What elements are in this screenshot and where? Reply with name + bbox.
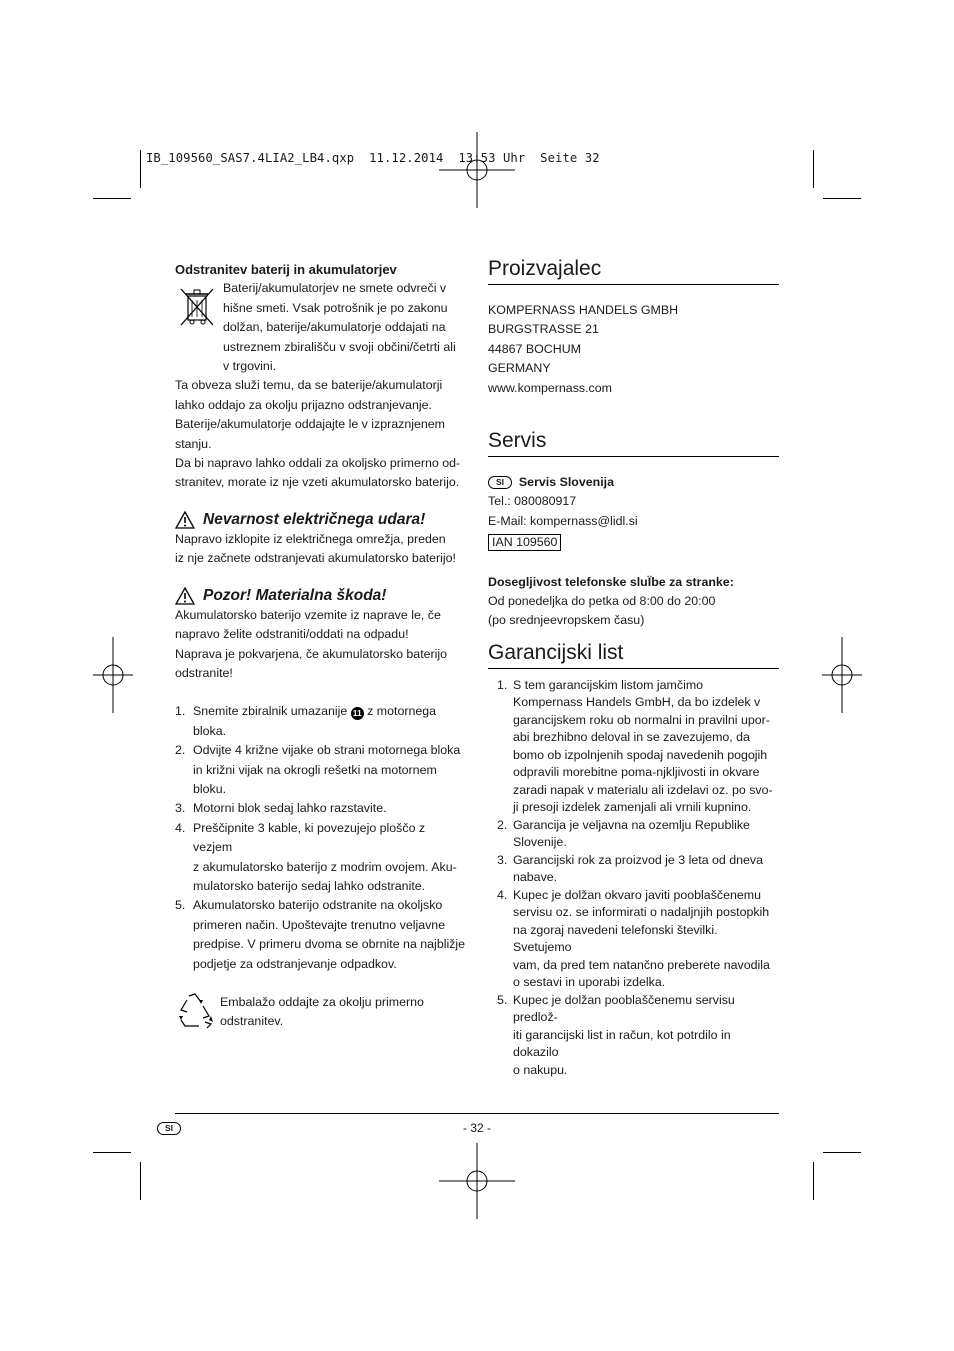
list-item: 2. Odvijte 4 križne vijake ob strani motornega bloka in križni vijak na okrogli rešetki na motornem bloku. xyxy=(175,743,461,796)
battery-body-line: stanju. xyxy=(175,436,212,451)
list-item: 4. Preščipnite 3 kable, ki povezujejo ploščo z vezjem z akumulatorsko baterijo z modrim ovojem. Aku- mulatorsko baterijo sedaj lahko odstranite. xyxy=(175,820,457,893)
service-email[interactable]: E-Mail: kompernass@lidl.si xyxy=(488,513,638,528)
warranty-terms xyxy=(488,677,779,1080)
warning-electric-shock xyxy=(175,510,467,530)
footer-country-badge: SI xyxy=(157,1122,181,1135)
warning-body-line: Akumulatorsko baterijo vzemite iz naprave le, če xyxy=(175,607,441,622)
battery-body-line: Da bi napravo lahko oddali za okoljsko primerno od- xyxy=(175,456,461,471)
hours-line: (po srednjeevropskem času) xyxy=(488,613,645,628)
country-badge: SI xyxy=(488,476,512,489)
crossed-bin-icon xyxy=(179,287,215,327)
address-line: GERMANY xyxy=(488,361,551,376)
warranty-heading: Garancijski list xyxy=(488,640,779,669)
hours-title: Dosegljivost telefonske sluÏbe za stranke: xyxy=(488,574,734,589)
battery-intro-block xyxy=(175,279,467,376)
warning-triangle-icon xyxy=(175,587,195,605)
warning-title: Nevarnost električnega udara! xyxy=(203,510,426,528)
packaging-line: odstranitev. xyxy=(220,1014,284,1029)
list-item: 5. Kupec je dolžan pooblaščenemu servisu predlož- iti garancijski list in račun, kot potrdilo in dokazilo o nakupu. xyxy=(497,992,735,1077)
battery-body-line: lahko oddajo za okolju prijazno odstranjevanje. xyxy=(175,397,432,412)
warning-body-line: Naprava je pokvarjena, če akumulatorsko baterijo xyxy=(175,646,448,661)
list-item: 1. Snemite zbiralnik umazanije 11 z motornega bloka. xyxy=(175,704,437,738)
battery-intro-line: v trgovini. xyxy=(223,359,277,374)
list-item: 4. Kupec je dolžan okvaro javiti pooblaščenemu servisu oz. se informirati o nadaljnjih postopkih na zgoraj navedeni telefonski številki. Svetujemo vam, da pred tem natančno preberete navodila o sestavi in uporabi izdelka. xyxy=(497,887,770,990)
hours-line: Od ponedeljka do petka od 8:00 do 20:00 xyxy=(488,594,716,609)
list-item: 5. Akumulatorsko baterijo odstranite na okoljsko primeren način. Upoštevajte trenutno veljavne predpise. V primeru dvoma se obrnite na najbližje podjetje za odstranjevanje odpadkov. xyxy=(175,898,466,971)
battery-intro-line: hišne smeti. Vsak potrošnik je po zakonu xyxy=(223,300,448,315)
warning-body-line: odstranite! xyxy=(175,665,233,680)
recycle-icon xyxy=(175,992,215,1030)
registration-mark-bottom xyxy=(439,1143,515,1219)
registration-mark-right xyxy=(822,637,862,713)
footer-rule xyxy=(175,1113,779,1114)
warning-body-line: Napravo izklopite iz električnega omrežja, preden xyxy=(175,531,446,546)
print-slug: IB_109560_SAS7.4LIA2_LB4.qxp 11.12.2014 13:53 Uhr Seite 32 xyxy=(146,151,600,165)
manufacturer-address xyxy=(488,301,779,398)
battery-intro-line: Baterij/akumulatorjev ne smete odvreči v xyxy=(223,281,447,296)
list-item: 2. Garancija je veljavna na ozemlju Republike Slovenije. xyxy=(497,817,750,850)
list-item: 1. S tem garancijskim listom jamčimo Kompernass Handels GmbH, da bo izdelek v garancijskem roku ob normalni in pravilni upor- abi brezhibno deloval in se zavezujemo, da bomo ob izpolnjenih spodaj navedenih pogojih odpravili morebitne poma-njkljivosti in okvare zaradi napak v materialu ali izdelavi oz. po svo- ji presoji izdelek zamenjali ali vrnili kupnino. xyxy=(497,677,773,815)
part-reference-badge: 11 xyxy=(352,708,362,719)
packaging-note xyxy=(175,993,467,1032)
battery-body-line: Ta obveza služi temu, da se baterije/akumulatorji xyxy=(175,378,443,393)
registration-mark-left xyxy=(93,637,133,713)
battery-body-line: stranitev, morate iz nje vzeti akumulatorsko baterijo. xyxy=(175,475,460,490)
registration-mark-top xyxy=(439,132,515,208)
list-item: 3. Motorni blok sedaj lahko razstavite. xyxy=(175,801,387,816)
warning-body-line: iz nje začnete odstranjevati akumulatorsko baterijo! xyxy=(175,551,457,566)
removal-steps xyxy=(175,702,467,974)
warning-triangle-icon xyxy=(175,511,195,529)
ian-number: IAN 109560 xyxy=(488,534,561,551)
battery-intro-line: dolžan, baterije/akumulatorje oddajati na xyxy=(223,320,446,335)
service-name: Servis Slovenija xyxy=(518,475,614,490)
battery-title: Odstranitev baterij in akumulatorjev xyxy=(175,262,397,277)
packaging-line: Embalažo oddajte za okolju primerno xyxy=(220,995,424,1009)
address-line: BURGSTRASSE 21 xyxy=(488,322,599,337)
right-column xyxy=(488,256,779,1079)
warning-title: Pozor! Materialna škoda! xyxy=(203,586,387,604)
service-hours xyxy=(488,573,779,631)
service-phone: Tel.: 080080917 xyxy=(488,494,577,509)
manufacturer-website[interactable]: www.kompernass.com xyxy=(488,380,612,395)
left-column xyxy=(175,260,467,1032)
address-line: 44867 BOCHUM xyxy=(488,341,581,356)
manufacturer-heading: Proizvajalec xyxy=(488,256,779,285)
warning-material-damage xyxy=(175,586,467,606)
address-line: KOMPERNASS HANDELS GMBH xyxy=(488,303,679,317)
warning-body-line: napravo želite odstraniti/oddati na odpadu! xyxy=(175,627,409,642)
page-number: - 32 - xyxy=(462,1121,491,1135)
list-item: 3. Garancijski rok za proizvod je 3 leta od dneva nabave. xyxy=(497,852,764,885)
service-heading: Servis xyxy=(488,428,779,457)
battery-body-line: Baterije/akumulatorje oddajajte le v izpraznjenem xyxy=(175,417,445,432)
battery-intro-line: ustreznem zbirališču v svoji občini/četrti ali xyxy=(223,339,456,354)
service-info xyxy=(488,473,779,553)
